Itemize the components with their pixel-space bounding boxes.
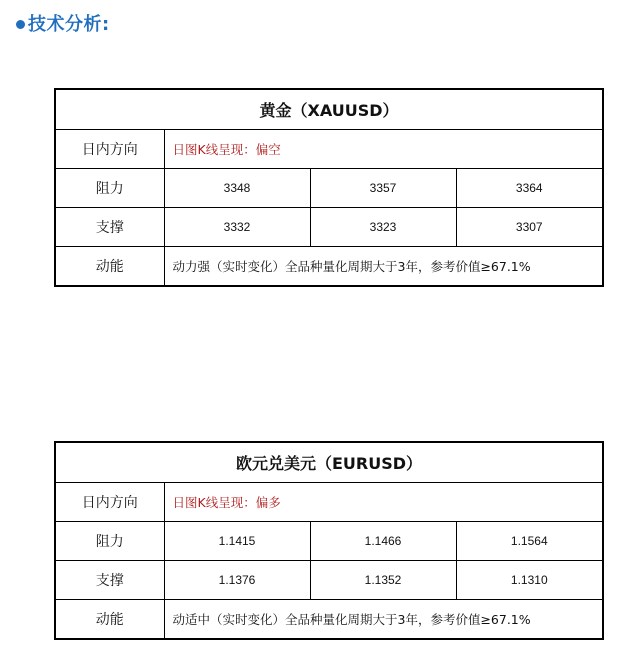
gold-analysis-table bbox=[54, 88, 604, 287]
resistance-label: 阻力 bbox=[55, 169, 164, 208]
resistance-level-1: 3348 bbox=[164, 169, 310, 208]
table-title-row bbox=[55, 442, 603, 483]
direction-row bbox=[55, 483, 603, 522]
momentum-row bbox=[55, 247, 603, 287]
momentum-value: 动力强（实时变化）全品种量化周期大于3年，参考价值≥67.1% bbox=[164, 247, 603, 287]
momentum-label: 动能 bbox=[55, 247, 164, 287]
resistance-label: 阻力 bbox=[55, 522, 164, 561]
resistance-row bbox=[55, 169, 603, 208]
support-level-3: 3307 bbox=[456, 208, 603, 247]
support-level-1: 3332 bbox=[164, 208, 310, 247]
support-level-2: 1.1352 bbox=[310, 561, 456, 600]
support-level-2: 3323 bbox=[310, 208, 456, 247]
resistance-level-2: 1.1466 bbox=[310, 522, 456, 561]
table-title: 黄金（XAUUSD） bbox=[55, 89, 603, 130]
support-level-1: 1.1376 bbox=[164, 561, 310, 600]
section-heading-text: 技术分析: bbox=[28, 14, 110, 35]
resistance-level-1: 1.1415 bbox=[164, 522, 310, 561]
direction-value: 日图K线呈现：偏空 bbox=[164, 130, 603, 169]
momentum-label: 动能 bbox=[55, 600, 164, 640]
resistance-level-3: 3364 bbox=[456, 169, 603, 208]
momentum-row bbox=[55, 600, 603, 640]
support-row bbox=[55, 208, 603, 247]
momentum-value: 动适中（实时变化）全品种量化周期大于3年，参考价值≥67.1% bbox=[164, 600, 603, 640]
bullet-icon bbox=[16, 20, 25, 29]
section-heading bbox=[16, 8, 110, 38]
eurusd-analysis-table bbox=[54, 441, 604, 640]
table-title: 欧元兑美元（EURUSD） bbox=[55, 442, 603, 483]
direction-row bbox=[55, 130, 603, 169]
direction-label: 日内方向 bbox=[55, 483, 164, 522]
resistance-level-3: 1.1564 bbox=[456, 522, 603, 561]
support-label: 支撑 bbox=[55, 561, 164, 600]
resistance-level-2: 3357 bbox=[310, 169, 456, 208]
direction-label: 日内方向 bbox=[55, 130, 164, 169]
support-level-3: 1.1310 bbox=[456, 561, 603, 600]
support-label: 支撑 bbox=[55, 208, 164, 247]
direction-value: 日图K线呈现：偏多 bbox=[164, 483, 603, 522]
table-title-row bbox=[55, 89, 603, 130]
resistance-row bbox=[55, 522, 603, 561]
support-row bbox=[55, 561, 603, 600]
